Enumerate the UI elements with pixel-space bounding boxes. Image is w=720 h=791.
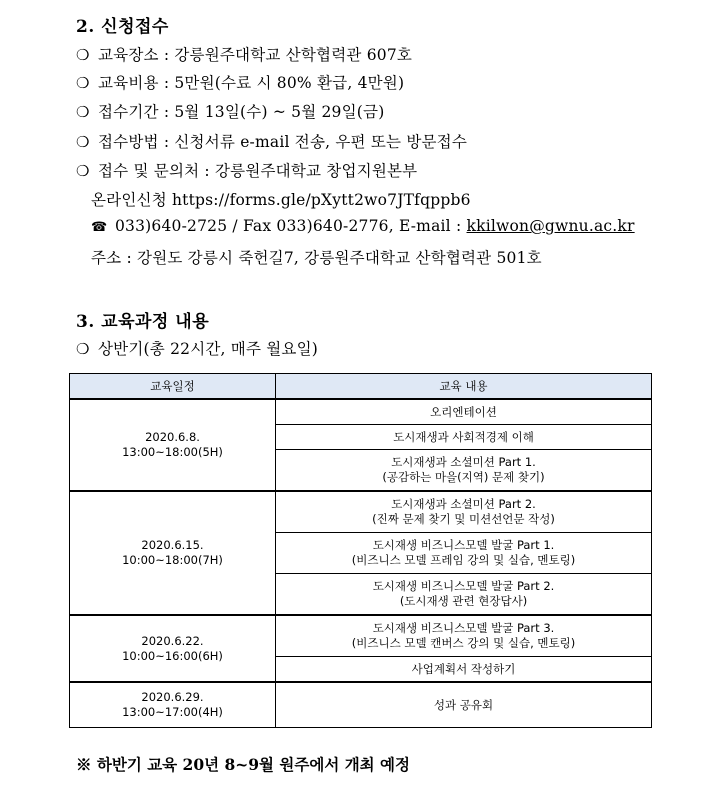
content-subline: (공감하는 마을(지역) 문제 찾기) bbox=[382, 470, 545, 484]
content-line: 도시재생과 사회적경제 이해 bbox=[393, 429, 534, 444]
schedule-cell bbox=[70, 615, 276, 682]
bullet-icon: ❍ bbox=[76, 340, 90, 358]
bullet-icon: ❍ bbox=[76, 46, 90, 64]
schedule-time: 10:00~16:00(6H) bbox=[122, 648, 223, 663]
content-cell bbox=[276, 399, 652, 425]
phone-line bbox=[91, 217, 635, 235]
phone-fax-text: 033)640-2725 / Fax 033)640-2776, E-mail : bbox=[115, 217, 467, 235]
content-subline: (진짜 문제 찾기 및 미션선언문 작성) bbox=[372, 512, 555, 526]
bullet-icon: ❍ bbox=[76, 133, 90, 151]
schedule-date: 2020.6.22. bbox=[141, 633, 204, 648]
first-half-text: 상반기(총 22시간, 매주 월요일) bbox=[98, 340, 319, 358]
header-schedule: 교육일정 bbox=[70, 374, 276, 400]
table-row bbox=[70, 399, 652, 425]
schedule-cell bbox=[70, 682, 276, 728]
venue-line bbox=[76, 43, 412, 65]
content-line: 사업계획서 작성하기 bbox=[411, 661, 516, 676]
schedule-time: 13:00~18:00(5H) bbox=[122, 445, 223, 459]
period-line bbox=[76, 100, 384, 122]
content-subline: (비즈니스 모델 프레임 강의 및 실습, 멘토링) bbox=[351, 553, 576, 567]
method-text: 접수방법 : 신청서류 e-mail 전송, 우편 또는 방문접수 bbox=[98, 133, 468, 151]
contact-line bbox=[76, 159, 417, 181]
bullet-icon: ❍ bbox=[76, 103, 90, 121]
bullet-icon: ❍ bbox=[76, 74, 90, 92]
schedule-date: 2020.6.8. bbox=[145, 430, 200, 444]
bullet-icon: ❍ bbox=[76, 162, 90, 180]
content-line: 도시재생 비즈니스모델 발굴 Part 1. bbox=[372, 538, 555, 552]
content-line: 오리엔테이션 bbox=[430, 404, 497, 419]
schedule-table bbox=[69, 373, 652, 728]
section-3-title: 3. 교육과정 내용 bbox=[76, 312, 210, 332]
fee-line bbox=[76, 71, 404, 93]
content-line: 성과 공유회 bbox=[433, 697, 494, 712]
content-line: 도시재생 비즈니스모델 발굴 Part 3. bbox=[372, 621, 555, 635]
period-text: 접수기간 : 5월 13일(수) ~ 5월 29일(금) bbox=[98, 103, 385, 121]
schedule-time: 13:00~17:00(4H) bbox=[122, 705, 223, 719]
email-link[interactable]: kkilwon@gwnu.ac.kr bbox=[466, 217, 635, 235]
content-cell bbox=[276, 450, 652, 492]
content-cell bbox=[276, 491, 652, 533]
table-row bbox=[70, 491, 652, 533]
content-cell bbox=[276, 574, 652, 616]
table-row bbox=[70, 615, 652, 657]
content-subline: (비즈니스 모델 캔버스 강의 및 실습, 멘토링) bbox=[351, 636, 576, 650]
phone-icon: ☎ bbox=[91, 220, 108, 235]
content-subline: (도시재생 관련 현장답사) bbox=[399, 594, 528, 608]
schedule-cell bbox=[70, 491, 276, 615]
content-line: 도시재생과 소셜미션 Part 1. bbox=[391, 455, 536, 469]
table-row bbox=[70, 682, 652, 728]
venue-text: 교육장소 : 강릉원주대학교 산학협력관 607호 bbox=[98, 46, 413, 64]
section-2-title: 2. 신청접수 bbox=[76, 17, 169, 37]
first-half-line bbox=[76, 337, 318, 359]
content-line: 도시재생과 소셜미션 Part 2. bbox=[391, 497, 536, 511]
online-apply-line: 온라인신청 https://forms.gle/pXytt2wo7JTfqppb6 bbox=[91, 191, 471, 209]
address-line: 주소 : 강원도 강릉시 죽헌길7, 강릉원주대학교 산학협력관 501호 bbox=[91, 249, 542, 267]
schedule-time: 10:00~18:00(7H) bbox=[122, 553, 223, 567]
content-cell bbox=[276, 657, 652, 683]
content-line: 도시재생 비즈니스모델 발굴 Part 2. bbox=[372, 579, 555, 593]
header-content: 교육 내용 bbox=[276, 374, 652, 400]
footer-note: ※ 하반기 교육 20년 8~9월 원주에서 개최 예정 bbox=[76, 755, 410, 774]
content-cell bbox=[276, 533, 652, 574]
schedule-cell bbox=[70, 399, 276, 491]
content-cell bbox=[276, 682, 652, 728]
schedule-date: 2020.6.15. bbox=[141, 538, 204, 552]
method-line bbox=[76, 130, 467, 152]
content-cell bbox=[276, 425, 652, 450]
fee-text: 교육비용 : 5만원(수료 시 80% 환급, 4만원) bbox=[98, 74, 405, 92]
contact-text: 접수 및 문의처 : 강릉원주대학교 창업지원본부 bbox=[98, 162, 418, 180]
schedule-date: 2020.6.29. bbox=[141, 690, 204, 704]
content-cell bbox=[276, 615, 652, 657]
